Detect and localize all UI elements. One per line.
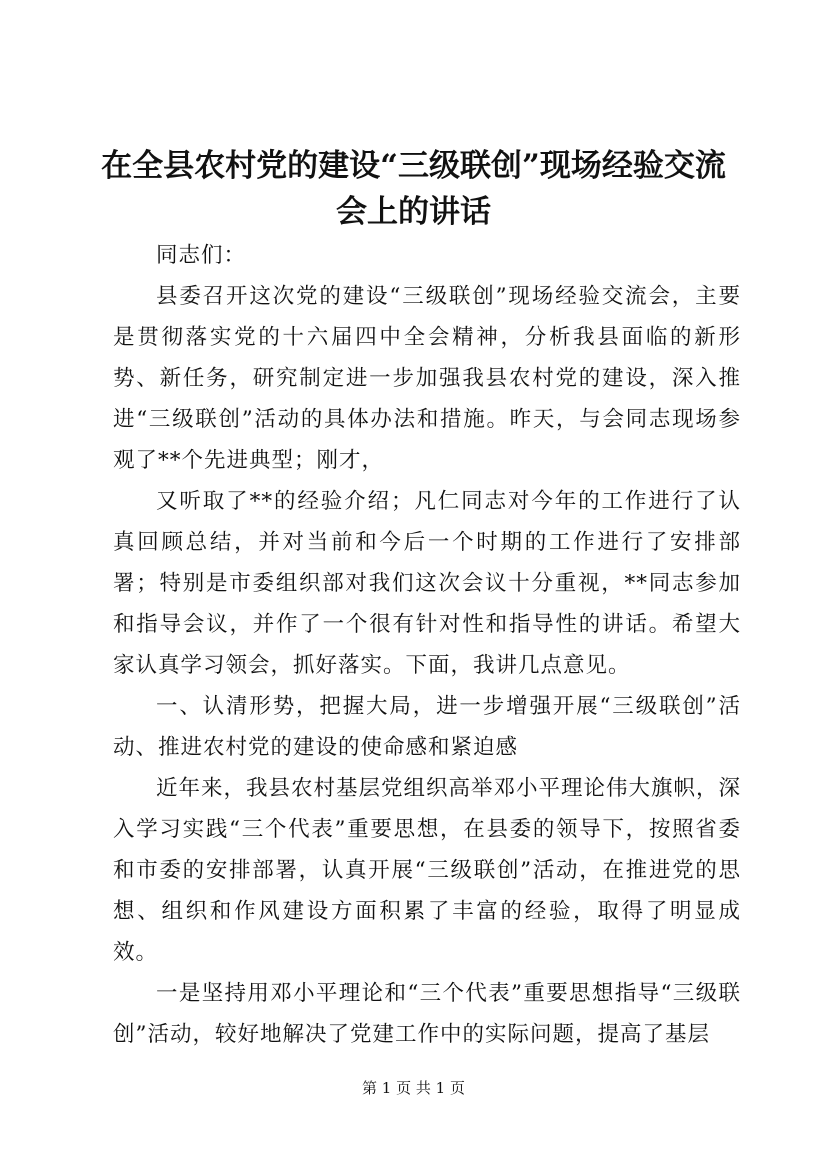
- body-paragraph: 又听取了**的经验介绍；凡仁同志对今年的工作进行了认真回顾总结，并对当前和今后一个时期的工作进行了安排部署；特别是市委组织部对我们这次会议十分重视，**同志参加和指导会议，并作了一个很有针对性和指导性的讲话。希望大家认真学习领会，抓好落实。下面，我讲几点意见。: [113, 489, 741, 678]
- page-footer: 第 1 页 共 1 页: [362, 1079, 465, 1097]
- body-paragraph: 近年来，我县农村基层党组织高举邓小平理论伟大旗帜，深入学习实践“三个代表”重要思想，在县委的领导下，按照省委和市委的安排部署，认真开展“三级联创”活动，在推进党的思想、组织和作风建设方面积累了丰富的经验，取得了明显成效。: [113, 776, 742, 965]
- document-body: [113, 235, 741, 1055]
- salutation-paragraph: 同志们：: [156, 243, 247, 268]
- document-title: 在全县农村党的建设“三级联创”现场经验交流会上的讲话: [101, 148, 726, 230]
- body-paragraph: 县委召开这次党的建设“三级联创”现场经验交流会，主要是贯彻落实党的十六届四中全会精神，分析我县面临的新形势、新任务，研究制定进一步加强我县农村党的建设，深入推进“三级联创”活动的具体办法和措施。昨天，与会同志现场参观了**个先进典型；刚才，: [113, 284, 741, 473]
- body-paragraph: 一是坚持用邓小平理论和“三个代表”重要思想指导“三级联创”活动，较好地解决了党建工作中的实际问题，提高了基层: [113, 981, 741, 1047]
- section-heading-paragraph: 一、认清形势，把握大局，进一步增强开展“三级联创”活动、推进农村党的建设的使命感和紧迫感: [113, 694, 741, 760]
